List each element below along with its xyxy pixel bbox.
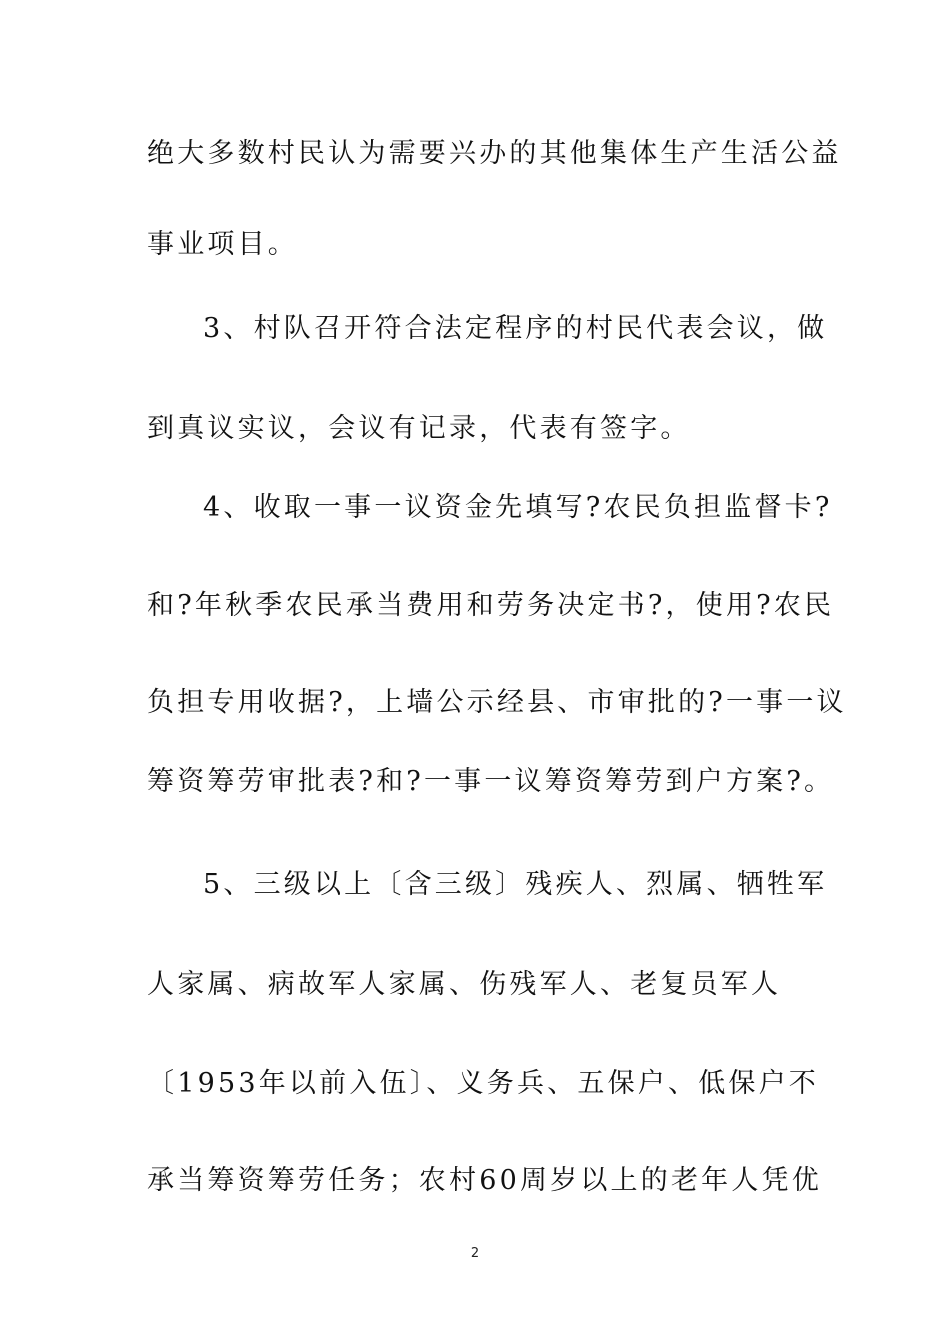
text-line-7: 负担专用收据?，上墙公示经县、市审批的?一事一议 [147,687,847,718]
text-line-12: 承当筹资筹劳任务；农村60周岁以上的老年人凭优 [147,1165,822,1196]
page-number: 2 [470,1246,480,1261]
text-line-3: 3、村队召开符合法定程序的村民代表会议，做 [203,313,828,344]
text-line-9: 5、三级以上〔含三级〕残疾人、烈属、牺牲军 [203,869,828,900]
text-line-5: 4、收取一事一议资金先填写?农民负担监督卡? [203,492,833,523]
text-line-2: 事业项目。 [147,229,298,260]
text-line-8: 筹资筹劳审批表?和?一事一议筹资筹劳到户方案?。 [147,766,835,797]
text-line-4: 到真议实议，会议有记录，代表有签字。 [147,413,691,444]
text-line-10: 人家属、病故军人家属、伤残军人、老复员军人 [147,969,782,1000]
text-line-1: 绝大多数村民认为需要兴办的其他集体生产生活公益 [147,138,842,169]
text-line-11: 〔1953年以前入伍〕、义务兵、五保户、低保户不 [147,1068,820,1099]
text-line-6: 和?年秋季农民承当费用和劳务决定书?，使用?农民 [147,590,835,621]
